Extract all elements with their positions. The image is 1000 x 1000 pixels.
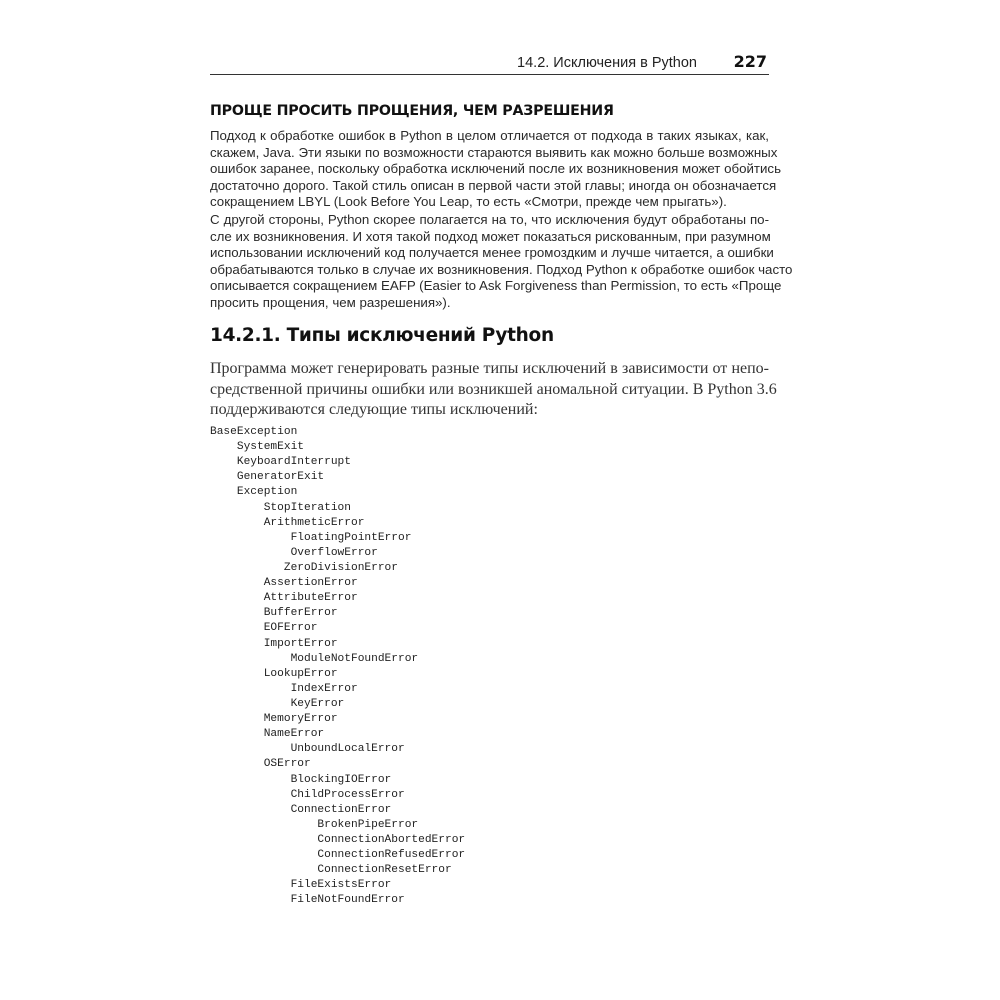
code-line: ConnectionError xyxy=(210,803,392,816)
code-line: ImportError xyxy=(210,637,338,650)
code-line: AttributeError xyxy=(210,592,358,605)
text-line: просить прощения, чем разрешения»). xyxy=(210,294,451,310)
code-line: ZeroDivisionError xyxy=(210,561,398,574)
text-line: достаточно дорого. Такой стиль описан в первой части этой главы; иногда он обозначается xyxy=(210,177,777,193)
section-heading: 14.2.1. Типы исключений Python xyxy=(210,325,554,346)
code-line: OverflowError xyxy=(210,546,378,559)
text-line: Подход к обработке ошибок в Python в целом отличается от подхода в таких языках, как, xyxy=(210,128,769,143)
text-line: Программа может генерировать разные типы исключений в зависимости от непо- xyxy=(210,360,769,377)
code-line: AssertionError xyxy=(210,577,358,590)
text-line: С другой стороны, Python скорее полагается на то, что исключения будут обработаны по- xyxy=(210,212,769,227)
code-line: NameError xyxy=(210,728,325,741)
code-line: ConnectionAbortedError xyxy=(210,833,466,846)
code-line: UnboundLocalError xyxy=(210,743,405,756)
code-line: ConnectionResetError xyxy=(210,864,452,877)
code-line: ChildProcessError xyxy=(210,788,405,801)
code-line: LookupError xyxy=(210,667,338,680)
code-line: KeyError xyxy=(210,697,345,710)
section-intro xyxy=(210,359,777,421)
code-line: BrokenPipeError xyxy=(210,818,419,831)
code-line: MemoryError xyxy=(210,713,338,726)
code-line: FloatingPointError xyxy=(210,531,412,544)
text-line: поддерживаются следующие типы исключений: xyxy=(210,401,538,418)
code-line: BufferError xyxy=(210,607,338,620)
code-line: ConnectionRefusedError xyxy=(210,849,466,862)
text-line: средственной причины ошибки или возникшей аномальной ситуации. В Python 3.6 xyxy=(210,380,777,398)
code-line: BaseException xyxy=(210,426,298,438)
sidebar-paragraph-1 xyxy=(210,128,781,211)
exception-hierarchy-code xyxy=(210,425,465,909)
running-header xyxy=(210,52,769,75)
sidebar-title: ПРОЩЕ ПРОСИТЬ ПРОЩЕНИЯ, ЧЕМ РАЗРЕШЕНИЯ xyxy=(210,103,614,119)
code-line: EOFError xyxy=(210,622,318,635)
code-line: SystemExit xyxy=(210,441,304,454)
code-line: FileExistsError xyxy=(210,879,392,892)
text-line: обрабатываются только в случае их возникновения. Подход Python к обработке ошибок часто xyxy=(210,261,793,277)
code-line: ArithmeticError xyxy=(210,516,365,529)
code-line: Exception xyxy=(210,486,298,499)
code-line: FileNotFoundError xyxy=(210,894,405,907)
text-line: описывается сокращением EAFP (Easier to Ask Forgiveness than Permission, то есть «Проще xyxy=(210,278,782,293)
text-line: сокращением LBYL (Look Before You Leap, то есть «Смотри, прежде чем прыгать»). xyxy=(210,194,727,209)
code-line: IndexError xyxy=(210,682,358,695)
code-line: BlockingIOError xyxy=(210,773,392,786)
code-line: OSError xyxy=(210,758,311,771)
text-line: сле их возникновения. И хотя такой подход может показаться рискованным, при разумном xyxy=(210,228,771,244)
code-line: ModuleNotFoundError xyxy=(210,652,419,665)
code-line: KeyboardInterrupt xyxy=(210,456,351,469)
text-line: скажем, Java. Эти языки по возможности стараются выявить как можно больше возможных xyxy=(210,144,778,160)
code-line: StopIteration xyxy=(210,501,351,514)
page-number: 227 xyxy=(733,52,767,71)
text-line: использовании исключений код получается менее громоздким и лучше читается, а ошибки xyxy=(210,245,774,260)
code-line: GeneratorExit xyxy=(210,471,325,484)
text-line: ошибок заранее, поскольку обработка исключений после их возникновения может обойтись xyxy=(210,161,781,176)
sidebar-paragraph-2 xyxy=(210,212,793,311)
running-title: 14.2. Исключения в Python xyxy=(517,55,697,71)
